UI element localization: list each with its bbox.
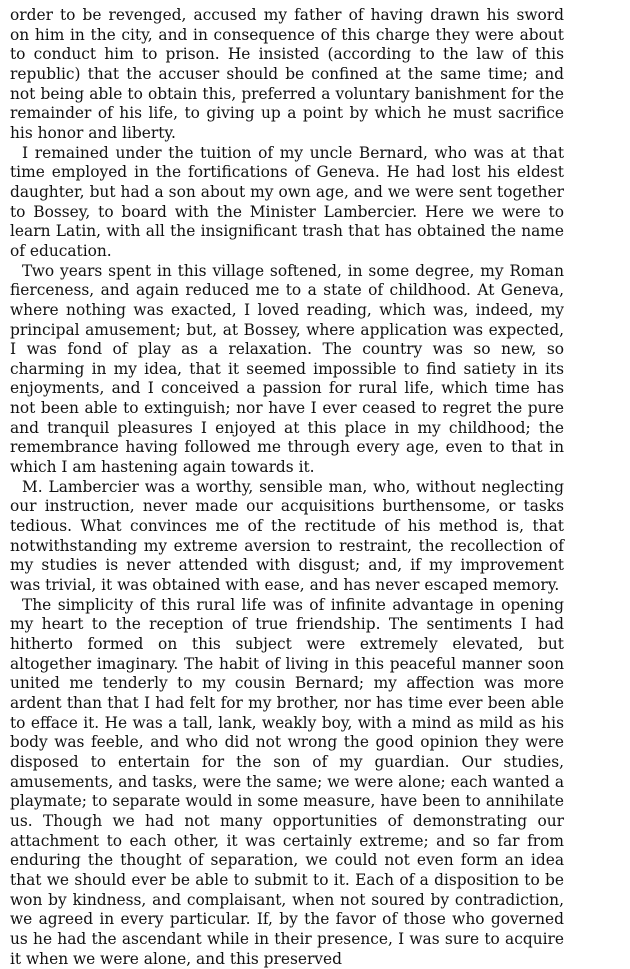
paragraph-friendship: The simplicity of this rural life was of infinite advantage in opening my heart to the reception of true friendship. The sentiments I had hitherto formed on this subject were extremely elevated, but altogether imaginary. The habit of living in this peaceful manner soon united me tenderly to my cousin Bernard; my affection was more ardent than that I had felt for my brother, nor has time ever been able to efface it. He was a tall, lank, weakly boy, with a mind as mild as his body was feeble, and who did not wrong the good opinion they were disposed to entertain for the son of my guardian. Our studies, amusements, and tasks, were the same; we were alone; each wanted a playmate; to separate would in some measure, have been to annihilate us. Though we had not many opportunities of demonstrating our attachment to each other, it was certainly extreme; and so far from enduring the thought of separation, we could not even form an idea that we should ever be able to submit to it. Each of a disposition to be won by kindness, and complaisant, when not soured by contradiction, we agreed in every particular. If, by the favor of those who governed us he had the ascendant while in their presence, I was sure to acquire it when we were alone, and this preserved xyxy=(10,595,564,968)
paragraph-continuation: order to be revenged, accused my father of having drawn his sword on him in the city, and in consequence of this charge they were about to conduct him to prison. He insisted (according to the law of this republic) that the accuser should be confined at the same time; and not being able to obtain this, preferred a voluntary banishment for the remainder of his life, to giving up a point by which he must sacrifice his honor and liberty. xyxy=(10,6,564,142)
paragraph-village-life: Two years spent in this village softened, in some degree, my Roman fierceness, and again reduced me to a state of childhood. At Geneva, where nothing was exacted, I loved reading, which was, indeed, my principal amusement; but, at Bossey, where application was expected, I was fond of play as a relaxation. The country was so new, so charming in my idea, that it seemed impossible to find satiety in its enjoyments, and I conceived a passion for rural life, which time has not been able to extinguish; nor have I ever ceased to regret the pure and tranquil pleasures I enjoyed at this place in my childhood; the remembrance having followed me through every age, even to that in which I am hastening again towards it. xyxy=(10,261,564,477)
paragraph-lambercier: M. Lambercier was a worthy, sensible man, who, without neglecting our instruction, never made our acquisitions burthensome, or tasks tedious. What convinces me of the rectitude of his method is, that notwithstanding my extreme aversion to restraint, the recollection of my studies is never attended with disgust; and, if my improvement was trivial, it was obtained with ease, and has never escaped memory. xyxy=(10,477,564,595)
paragraph-uncle-bernard: I remained under the tuition of my uncle Bernard, who was at that time employed in the fortifications of Geneva. He had lost his eldest daughter, but had a son about my own age, and we were sent together to Bossey, to board with the Minister Lambercier. Here we were to learn Latin, with all the insignificant trash that has obtained the name of education. xyxy=(10,143,564,260)
